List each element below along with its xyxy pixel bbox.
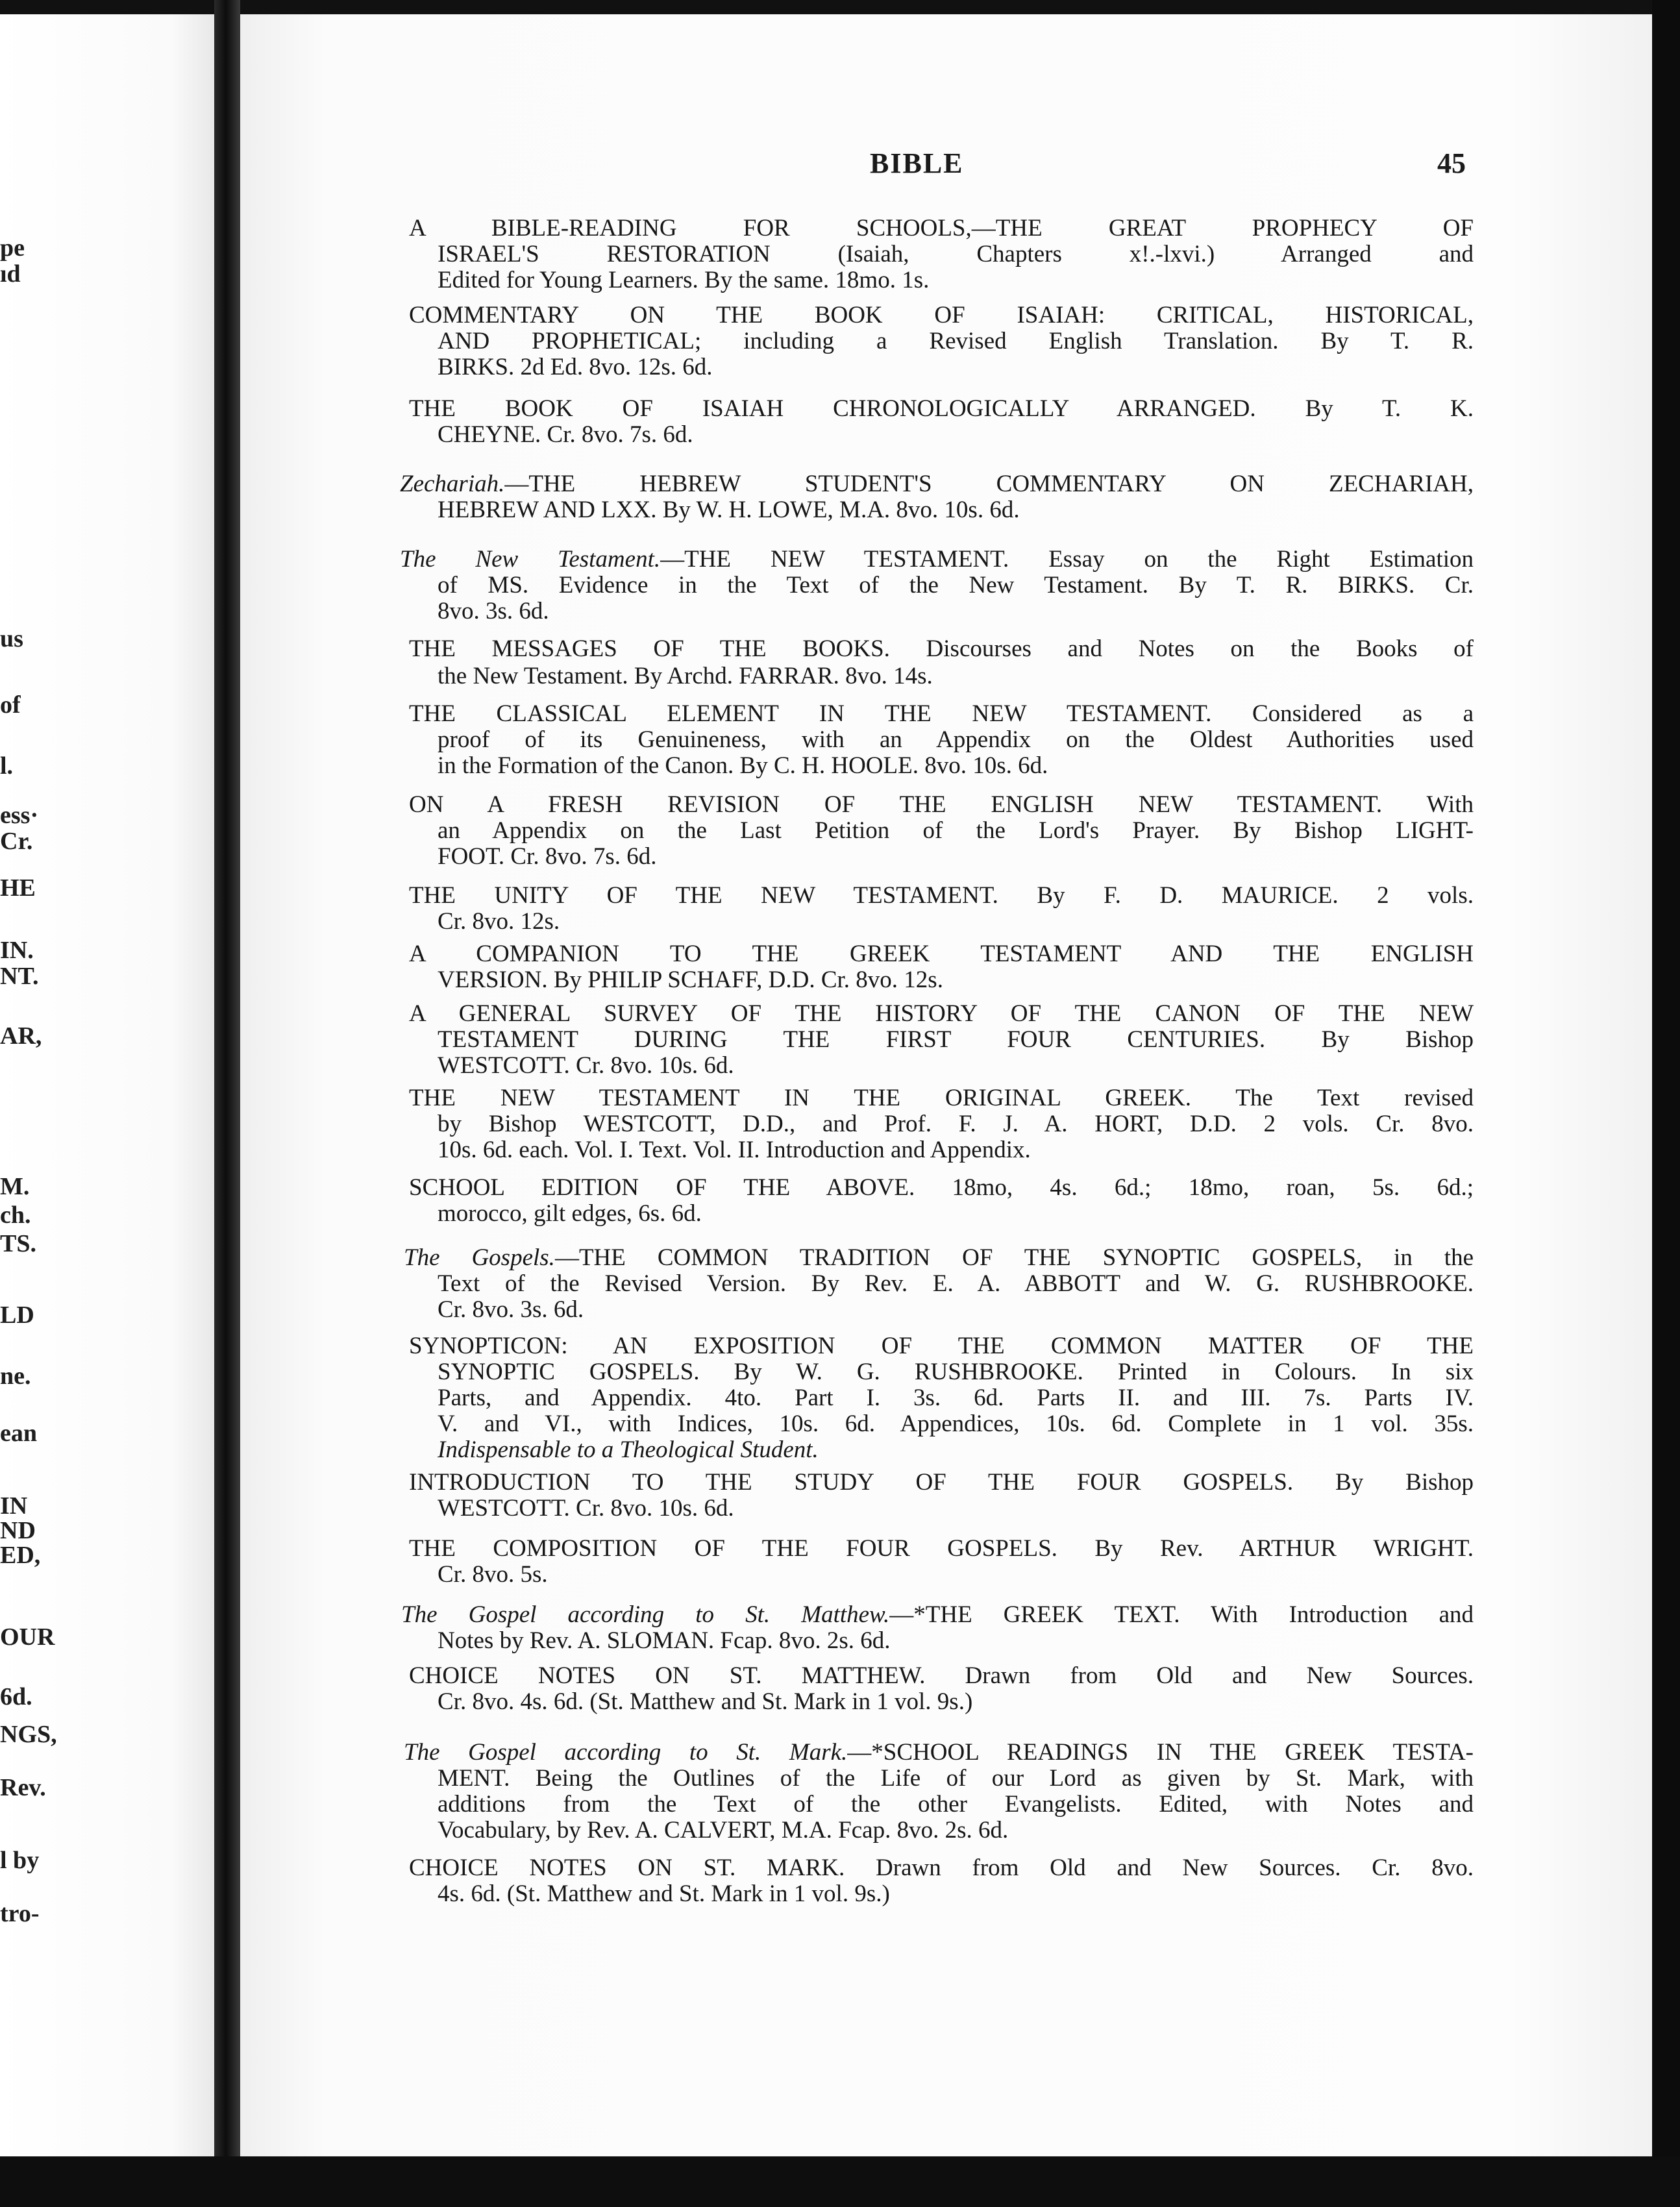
- left-page-fragment: ne.: [0, 1362, 31, 1390]
- entry-line: ISRAEL'S RESTORATION (Isaiah, Chapters x!.-lxvi.) Arranged and: [438, 241, 1474, 267]
- entry-line: Edited for Young Learners. By the same. 18mo. 1s.: [438, 267, 930, 293]
- left-page-fragment: ean: [0, 1420, 37, 1447]
- section-label: The Gospels.: [404, 1244, 555, 1271]
- left-page-edge: [0, 14, 214, 2156]
- left-page-fragment: l.: [0, 752, 14, 780]
- entry-line: THE BOOK OF ISAIAH CHRONOLOGICALLY ARRANGED. By T. K.: [409, 395, 1474, 422]
- entry-line: by Bishop WESTCOTT, D.D., and Prof. F. J. A. HORT, D.D. 2 vols. Cr. 8vo.: [438, 1111, 1474, 1137]
- entry-line: THE UNITY OF THE NEW TESTAMENT. By F. D. MAURICE. 2 vols.: [409, 882, 1474, 909]
- entry-line: HEBREW AND LXX. By W. H. LOWE, M.A. 8vo. 10s. 6d.: [438, 497, 1020, 523]
- entry-line: 4s. 6d. (St. Matthew and St. Mark in 1 vol. 9s.): [438, 1880, 890, 1907]
- entry-text: —*THE GREEK TEXT. With Introduction and: [889, 1601, 1474, 1628]
- left-page-fragment: of: [0, 691, 21, 719]
- entry-line: AND PROPHETICAL; including a Revised English Translation. By T. R.: [438, 328, 1474, 354]
- entry-line: FOOT. Cr. 8vo. 7s. 6d.: [438, 843, 657, 870]
- left-page-fragment: 6d.: [0, 1683, 32, 1710]
- entry-line: Vocabulary, by Rev. A. CALVERT, M.A. Fcap. 8vo. 2s. 6d.: [438, 1817, 1009, 1843]
- entry-note: Indispensable to a Theological Student.: [438, 1436, 819, 1463]
- left-page-fragment: tro-: [0, 1900, 40, 1927]
- entry-line: A GENERAL SURVEY OF THE HISTORY OF THE CANON OF THE NEW: [409, 1000, 1474, 1027]
- entry-line: [400, 470, 1474, 499]
- entry-line: SYNOPTIC GOSPELS. By W. G. RUSHBROOKE. Printed in Colours. In six: [438, 1359, 1474, 1385]
- scan-border-top: [0, 0, 1680, 14]
- entry-line: A BIBLE-READING FOR SCHOOLS,—THE GREAT PROPHECY OF: [409, 215, 1474, 241]
- left-page-fragment: HE: [0, 874, 36, 902]
- left-page-fragment: LD: [0, 1301, 34, 1329]
- entry-line: BIRKS. 2d Ed. 8vo. 12s. 6d.: [438, 354, 713, 380]
- entry-line: THE CLASSICAL ELEMENT IN THE NEW TESTAMENT. Considered as a: [409, 700, 1474, 727]
- left-page-fragment: TS.: [0, 1230, 36, 1257]
- entry-line: of MS. Evidence in the Text of the New Testament. By T. R. BIRKS. Cr.: [438, 572, 1474, 598]
- left-page-fragment: ED,: [0, 1542, 41, 1569]
- entry-line: MENT. Being the Outlines of the Life of our Lord as given by St. Mark, with: [438, 1765, 1474, 1792]
- scan-border-right: [1652, 0, 1680, 2207]
- entry-line: the New Testament. By Archd. FARRAR. 8vo. 14s.: [438, 663, 933, 689]
- left-page-fragment: IN: [0, 1492, 28, 1520]
- entry-line: 8vo. 3s. 6d.: [438, 598, 549, 624]
- entry-text: —THE HEBREW STUDENT'S COMMENTARY ON ZECHARIAH,: [504, 471, 1474, 497]
- left-page-fragment: l by: [0, 1847, 40, 1874]
- entry-line: 10s. 6d. each. Vol. I. Text. Vol. II. Introduction and Appendix.: [438, 1137, 1031, 1163]
- left-page-fragment: ess·: [0, 802, 39, 829]
- entry-text: —THE NEW TESTAMENT. Essay on the Right Estimation: [660, 546, 1474, 573]
- entry-line: [404, 1738, 1474, 1767]
- entry-line: [404, 1244, 1474, 1272]
- entry-line: CHOICE NOTES ON ST. MARK. Drawn from Old and New Sources. Cr. 8vo.: [409, 1855, 1474, 1881]
- book-gutter: [214, 0, 240, 2207]
- entry-line: in the Formation of the Canon. By C. H. HOOLE. 8vo. 10s. 6d.: [438, 752, 1048, 779]
- entry-line: proof of its Genuineness, with an Appendix on the Oldest Authorities used: [438, 726, 1474, 753]
- entry-line: Cr. 8vo. 12s.: [438, 908, 560, 935]
- left-page-fragment: ıd: [0, 260, 21, 288]
- section-label: The Gospel according to St. Matthew.: [401, 1601, 890, 1628]
- entry-line: Parts, and Appendix. 4to. Part I. 3s. 6d. Parts II. and III. 7s. Parts IV.: [438, 1385, 1474, 1411]
- entry-line: THE MESSAGES OF THE BOOKS. Discourses and Notes on the Books of: [409, 635, 1474, 662]
- left-page-fragment: IN.: [0, 937, 34, 964]
- entry-line: Cr. 8vo. 4s. 6d. (St. Matthew and St. Mark in 1 vol. 9s.): [438, 1688, 973, 1715]
- left-page-fragment: Rev.: [0, 1774, 46, 1801]
- entry-line: ON A FRESH REVISION OF THE ENGLISH NEW TESTAMENT. With: [409, 791, 1474, 818]
- scan-border-bottom: [0, 2156, 1680, 2207]
- left-page-fragment: Cr.: [0, 828, 33, 855]
- section-label: The New Testament.: [400, 546, 661, 573]
- left-page-fragment: ND: [0, 1517, 36, 1544]
- section-label: Zechariah.: [400, 471, 505, 497]
- running-header-title: BIBLE: [870, 147, 964, 179]
- left-page-fragment: M.: [0, 1173, 30, 1200]
- entry-line: Cr. 8vo. 3s. 6d.: [438, 1296, 584, 1323]
- section-label: The Gospel according to St. Mark.: [404, 1739, 848, 1766]
- entry-line: COMMENTARY ON THE BOOK OF ISAIAH: CRITICAL, HISTORICAL,: [409, 302, 1474, 328]
- left-page-fragment: NGS,: [0, 1721, 57, 1748]
- left-page-fragment: AR,: [0, 1022, 42, 1050]
- entry-line: CHOICE NOTES ON ST. MATTHEW. Drawn from Old and New Sources.: [409, 1662, 1474, 1689]
- entry-line: THE NEW TESTAMENT IN THE ORIGINAL GREEK. The Text revised: [409, 1085, 1474, 1111]
- entry-line: VERSION. By PHILIP SCHAFF, D.D. Cr. 8vo. 12s.: [438, 967, 943, 993]
- entry-line: V. and VI., with Indices, 10s. 6d. Appendices, 10s. 6d. Complete in 1 vol. 35s.: [438, 1411, 1474, 1437]
- entry-line: an Appendix on the Last Petition of the Lord's Prayer. By Bishop LIGHT-: [438, 817, 1474, 844]
- entry-line: TESTAMENT DURING THE FIRST FOUR CENTURIES. By Bishop: [438, 1026, 1474, 1053]
- entry-line: SYNOPTICON: AN EXPOSITION OF THE COMMON MATTER OF THE: [409, 1333, 1474, 1359]
- entry-line: [401, 1601, 1474, 1629]
- entry-line: Text of the Revised Version. By Rev. E. A. ABBOTT and W. G. RUSHBROOKE.: [438, 1270, 1474, 1297]
- entry-line: SCHOOL EDITION OF THE ABOVE. 18mo, 4s. 6d.; 18mo, roan, 5s. 6d.;: [409, 1174, 1474, 1201]
- entry-line: WESTCOTT. Cr. 8vo. 10s. 6d.: [438, 1495, 734, 1522]
- left-page-fragment: us: [0, 625, 23, 652]
- left-page-fragment: OUR: [0, 1623, 55, 1651]
- entry-line: Cr. 8vo. 5s.: [438, 1561, 548, 1588]
- entry-line: THE COMPOSITION OF THE FOUR GOSPELS. By Rev. ARTHUR WRIGHT.: [409, 1535, 1474, 1562]
- entry-line: Notes by Rev. A. SLOMAN. Fcap. 8vo. 2s. 6d.: [438, 1627, 891, 1654]
- page-number: 45: [1437, 147, 1466, 179]
- entry-line: WESTCOTT. Cr. 8vo. 10s. 6d.: [438, 1052, 734, 1079]
- entry-line: additions from the Text of the other Evangelists. Edited, with Notes and: [438, 1791, 1474, 1818]
- left-page-fragment: pe: [0, 234, 25, 262]
- entry-line: [400, 545, 1474, 574]
- left-page-fragment: NT.: [0, 963, 39, 990]
- entry-text: —THE COMMON TRADITION OF THE SYNOPTIC GOSPELS, in the: [554, 1244, 1474, 1271]
- entry-text: —*SCHOOL READINGS IN THE GREEK TESTA-: [847, 1739, 1474, 1766]
- entry-line: morocco, gilt edges, 6s. 6d.: [438, 1200, 702, 1227]
- entry-line: CHEYNE. Cr. 8vo. 7s. 6d.: [438, 421, 693, 448]
- entry-line: A COMPANION TO THE GREEK TESTAMENT AND THE ENGLISH: [409, 941, 1474, 967]
- left-page-fragment: ch.: [0, 1202, 31, 1229]
- entry-line: INTRODUCTION TO THE STUDY OF THE FOUR GOSPELS. By Bishop: [409, 1469, 1474, 1496]
